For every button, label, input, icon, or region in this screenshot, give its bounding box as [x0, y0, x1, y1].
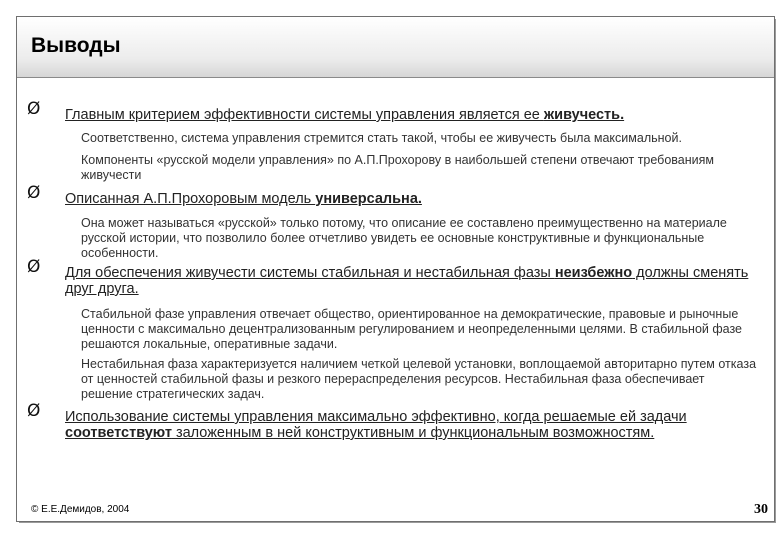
- point-4-emphasis: соответствуют: [65, 425, 172, 441]
- point-4-text-end: заложенным в ней конструктивным и функциональным возможностям.: [171, 425, 655, 441]
- point-1-detail-1: Соответственно, система управления стремится стать такой, чтобы ее живучесть была максимальной.: [81, 131, 682, 145]
- bullet-arrow-icon: Ø: [27, 257, 41, 277]
- slide-title: Выводы: [31, 34, 121, 57]
- point-4-text: Использование системы управления максимально эффективно, когда решаемые ей задачи: [65, 409, 687, 425]
- point-2-detail-1: Она может называться «русской» только потому, что описание ее составлено преимущественно на материале русской истории, что позволило более отчетливо увидеть ее основные конструктивные и функциональные особенности.: [81, 216, 727, 260]
- copyright-footer: © Е.Е.Демидов, 2004: [31, 504, 130, 515]
- point-3-detail-1: Стабильной фазе управления отвечает общество, ориентированное на демократические, правовые и рыночные ценности с максимально децентрализованным регулированием и неопределенными целями. В стабильной фазе решаются локальные, оперативные задачи.: [81, 307, 743, 351]
- point-3-text: Для обеспечения живучести системы стабильная и нестабильная фазы: [65, 265, 555, 281]
- point-2-text: Описанная А.П.Прохоровым модель: [65, 191, 316, 207]
- point-1: [65, 107, 755, 123]
- point-3-detail-2: Нестабильная фаза характеризуется наличием четкой целевой установки, воплощаемой авторитарно путем отказа от ценностей стабильной фазы и резкого перераспределения ресурсов. Нестабильная фаза обеспечивает решение стратегических задач.: [81, 357, 757, 401]
- point-2: [65, 191, 755, 207]
- bullet-arrow-icon: Ø: [27, 401, 41, 421]
- point-3-emphasis: неизбежно: [554, 265, 633, 281]
- point-1-detail-2: Компоненты «русской модели управления» по А.П.Прохорову в наибольшей степени отвечают требованиям живучести: [81, 153, 714, 182]
- slide: [16, 16, 775, 522]
- title-bar: [17, 17, 774, 78]
- point-2-emphasis: универсальна.: [315, 191, 422, 207]
- page-number: 30: [754, 502, 768, 517]
- point-4: [65, 409, 755, 441]
- bullet-arrow-icon: Ø: [27, 183, 41, 203]
- bullet-arrow-icon: Ø: [27, 99, 41, 119]
- point-3-text-end: должны сменять друг друга.: [65, 265, 749, 297]
- point-1-text: Главным критерием эффективности системы управления является ее: [65, 107, 544, 123]
- point-1-emphasis: живучесть.: [543, 107, 625, 123]
- point-3: [65, 265, 755, 297]
